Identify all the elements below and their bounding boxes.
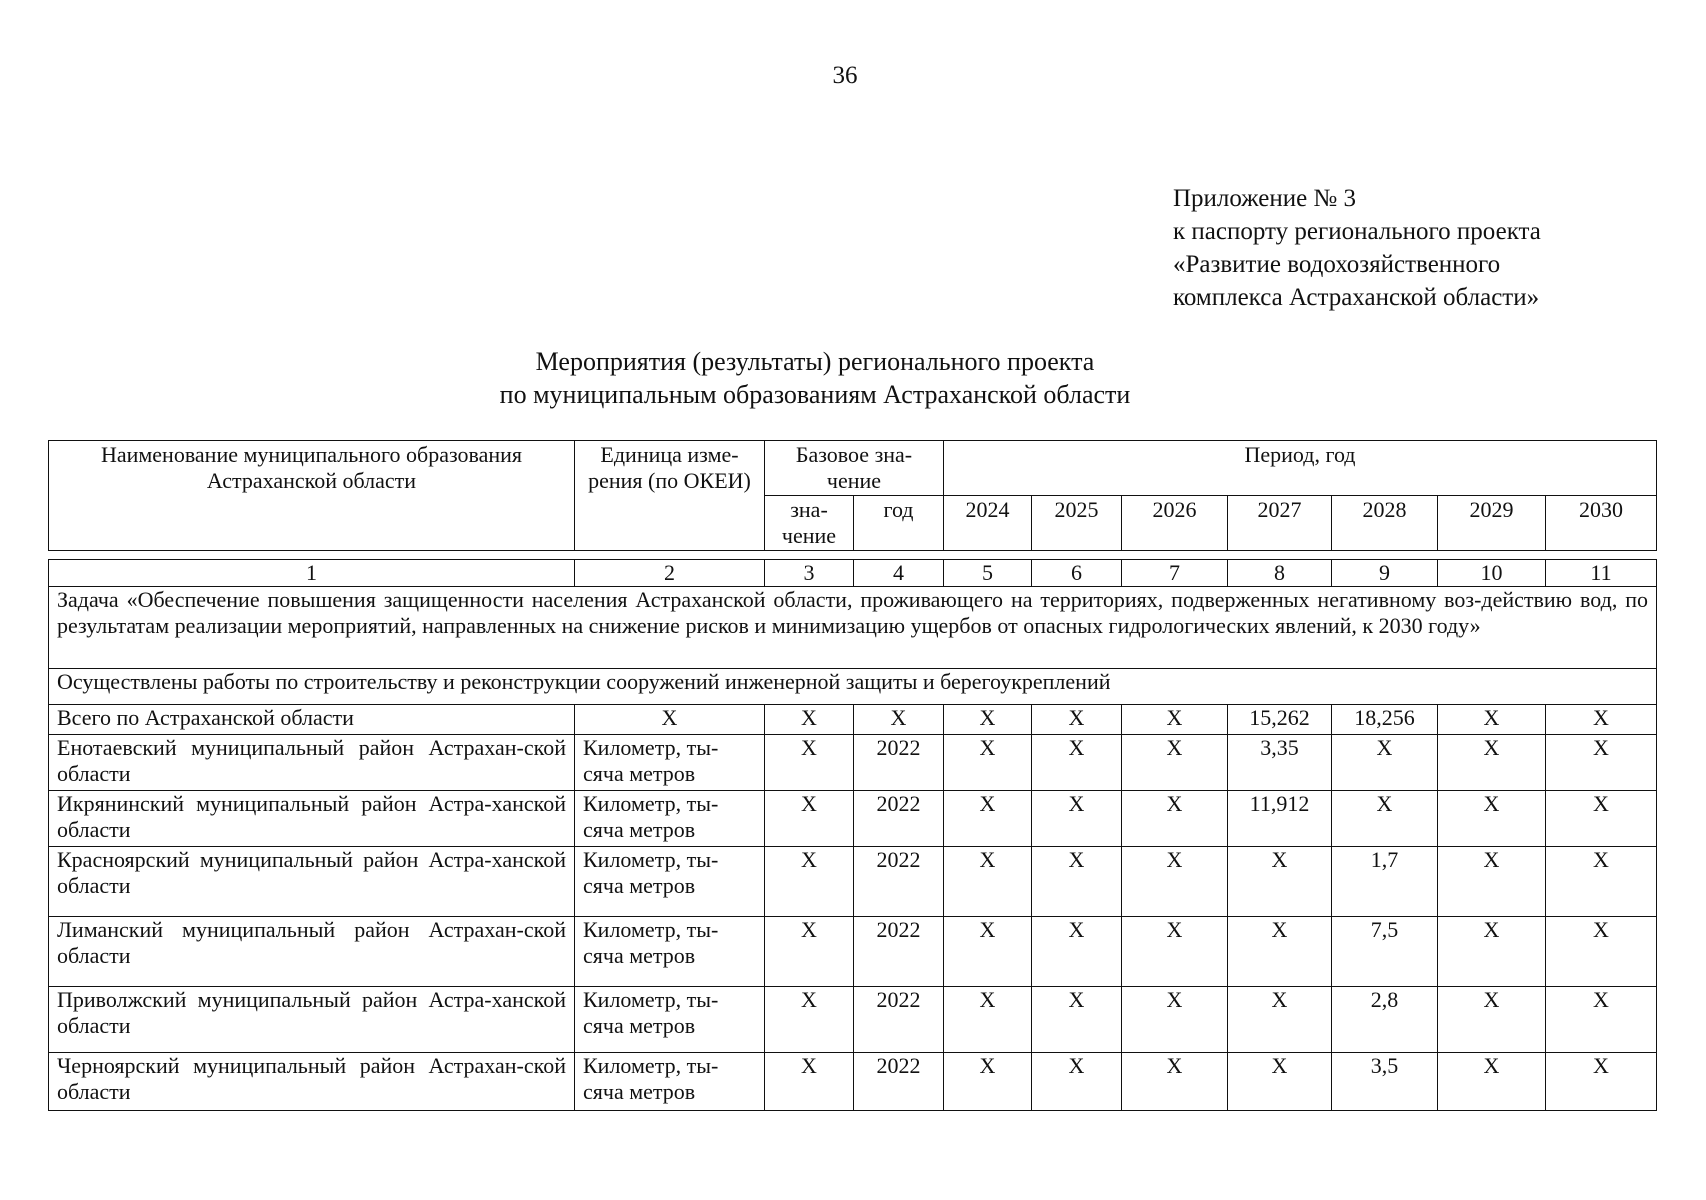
row-2026: Х <box>1122 847 1228 917</box>
row-unit: Километр, ты-сяча метров <box>575 735 765 791</box>
row-2029: Х <box>1438 1053 1546 1111</box>
row-2026: Х <box>1122 791 1228 847</box>
row-base-value: Х <box>765 705 854 735</box>
task-row <box>49 587 1657 669</box>
row-base-value: Х <box>765 917 854 987</box>
header-base-value: зна-чение <box>765 496 854 551</box>
row-2027: Х <box>1228 917 1332 987</box>
row-2029: Х <box>1438 705 1546 735</box>
row-2025: Х <box>1032 847 1122 917</box>
row-2027: Х <box>1228 847 1332 917</box>
row-2030: Х <box>1546 791 1657 847</box>
row-base-year: 2022 <box>854 987 944 1053</box>
row-2027: Х <box>1228 987 1332 1053</box>
row-2028: Х <box>1332 791 1438 847</box>
header-year: 2028 <box>1332 496 1438 551</box>
row-2026: Х <box>1122 987 1228 1053</box>
title-line: по муниципальным образованиям Астраханской области <box>499 380 1131 409</box>
row-unit: Километр, ты-сяча метров <box>575 917 765 987</box>
row-2024: Х <box>944 917 1032 987</box>
row-unit: Километр, ты-сяча метров <box>575 847 765 917</box>
table-row <box>49 735 1657 791</box>
row-base-value: Х <box>765 1053 854 1111</box>
row-2024: Х <box>944 705 1032 735</box>
column-number: 10 <box>1438 560 1546 587</box>
row-unit: Километр, ты-сяча метров <box>575 791 765 847</box>
header-period: Период, год <box>944 441 1657 496</box>
row-2026: Х <box>1122 705 1228 735</box>
table-row <box>49 1053 1657 1111</box>
row-name: Черноярский муниципальный район Астрахан-ской области <box>49 1053 575 1111</box>
header-base-year: год <box>854 496 944 551</box>
result-text: Осуществлены работы по строительству и реконструкции сооружений инженерной защиты и берегоукреплений <box>49 669 1657 705</box>
column-number: 7 <box>1122 560 1228 587</box>
row-2026: Х <box>1122 735 1228 791</box>
row-2029: Х <box>1438 987 1546 1053</box>
row-name: Приволжский муниципальный район Астра-ханской области <box>49 987 575 1053</box>
row-unit: Километр, ты-сяча метров <box>575 987 765 1053</box>
row-2025: Х <box>1032 987 1122 1053</box>
row-2028: 18,256 <box>1332 705 1438 735</box>
row-base-value: Х <box>765 735 854 791</box>
row-2026: Х <box>1122 917 1228 987</box>
table-row <box>49 987 1657 1053</box>
row-2029: Х <box>1438 735 1546 791</box>
row-base-value: Х <box>765 847 854 917</box>
column-number: 4 <box>854 560 944 587</box>
row-2028: 2,8 <box>1332 987 1438 1053</box>
column-number: 6 <box>1032 560 1122 587</box>
row-base-value: Х <box>765 987 854 1053</box>
row-2028: 3,5 <box>1332 1053 1438 1111</box>
column-number: 3 <box>765 560 854 587</box>
row-2030: Х <box>1546 735 1657 791</box>
row-2029: Х <box>1438 917 1546 987</box>
column-number: 2 <box>575 560 765 587</box>
row-name: Икрянинский муниципальный район Астра-ханской области <box>49 791 575 847</box>
row-2027: 3,35 <box>1228 735 1332 791</box>
row-2025: Х <box>1032 1053 1122 1111</box>
row-base-year: 2022 <box>854 1053 944 1111</box>
table-header <box>48 440 1657 551</box>
row-name: Красноярский муниципальный район Астра-ханской области <box>49 847 575 917</box>
row-base-year: 2022 <box>854 917 944 987</box>
row-base-year: 2022 <box>854 791 944 847</box>
row-2024: Х <box>944 791 1032 847</box>
column-number: 1 <box>49 560 575 587</box>
header-year: 2027 <box>1228 496 1332 551</box>
row-2025: Х <box>1032 705 1122 735</box>
appendix-line: «Развитие водохозяйственного <box>1173 251 1501 278</box>
table-row <box>49 847 1657 917</box>
row-2025: Х <box>1032 791 1122 847</box>
column-number: 8 <box>1228 560 1332 587</box>
header-year: 2024 <box>944 496 1032 551</box>
document-title <box>0 345 1630 411</box>
row-2028: 7,5 <box>1332 917 1438 987</box>
column-numbers-row <box>49 560 1657 587</box>
header-year: 2029 <box>1438 496 1546 551</box>
row-2024: Х <box>944 847 1032 917</box>
row-name: Всего по Астраханской области <box>49 705 575 735</box>
table-row <box>49 791 1657 847</box>
column-number: 11 <box>1546 560 1657 587</box>
row-2030: Х <box>1546 917 1657 987</box>
data-table <box>48 559 1657 1111</box>
row-base-value: Х <box>765 791 854 847</box>
row-2030: Х <box>1546 987 1657 1053</box>
row-2027: 11,912 <box>1228 791 1332 847</box>
header-base: Базовое зна-чение <box>765 441 944 496</box>
row-name: Лиманский муниципальный район Астрахан-ской области <box>49 917 575 987</box>
row-2030: Х <box>1546 1053 1657 1111</box>
table-row <box>49 705 1657 735</box>
appendix-line: к паспорту регионального проекта <box>1173 218 1541 245</box>
row-2029: Х <box>1438 847 1546 917</box>
row-2028: Х <box>1332 735 1438 791</box>
row-2029: Х <box>1438 791 1546 847</box>
row-2028: 1,7 <box>1332 847 1438 917</box>
row-2026: Х <box>1122 1053 1228 1111</box>
column-number: 5 <box>944 560 1032 587</box>
header-year: 2025 <box>1032 496 1122 551</box>
row-unit: Х <box>575 705 765 735</box>
header-unit: Единица изме-рения (по ОКЕИ) <box>575 441 765 551</box>
appendix-line: Приложение № 3 <box>1173 185 1357 212</box>
title-line: Мероприятия (результаты) регионального проекта <box>535 347 1095 376</box>
appendix-block <box>1173 182 1541 314</box>
row-base-year: Х <box>854 705 944 735</box>
header-year: 2030 <box>1546 496 1657 551</box>
appendix-line: комплекса Астраханской области» <box>1173 284 1540 311</box>
row-base-year: 2022 <box>854 735 944 791</box>
row-name: Енотаевский муниципальный район Астрахан-ской области <box>49 735 575 791</box>
row-2030: Х <box>1546 705 1657 735</box>
table-row <box>49 917 1657 987</box>
column-number: 9 <box>1332 560 1438 587</box>
header-year: 2026 <box>1122 496 1228 551</box>
header-name: Наименование муниципального образования Астраханской области <box>49 441 575 551</box>
task-text: Задача «Обеспечение повышения защищенности населения Астраханской области, проживающего на территориях, подверженных негативному воз-действию вод, по результатам реализации мероприятий, направленных на снижение рисков и минимизацию ущербов от опасных гидрологических явлений, к 2030 году» <box>49 587 1657 669</box>
row-2024: Х <box>944 735 1032 791</box>
row-2027: Х <box>1228 1053 1332 1111</box>
row-unit: Километр, ты-сяча метров <box>575 1053 765 1111</box>
result-row <box>49 669 1657 705</box>
row-2025: Х <box>1032 917 1122 987</box>
row-2024: Х <box>944 987 1032 1053</box>
row-2027: 15,262 <box>1228 705 1332 735</box>
row-2024: Х <box>944 1053 1032 1111</box>
row-2030: Х <box>1546 847 1657 917</box>
page-number: 36 <box>832 62 858 89</box>
row-base-year: 2022 <box>854 847 944 917</box>
row-2025: Х <box>1032 735 1122 791</box>
